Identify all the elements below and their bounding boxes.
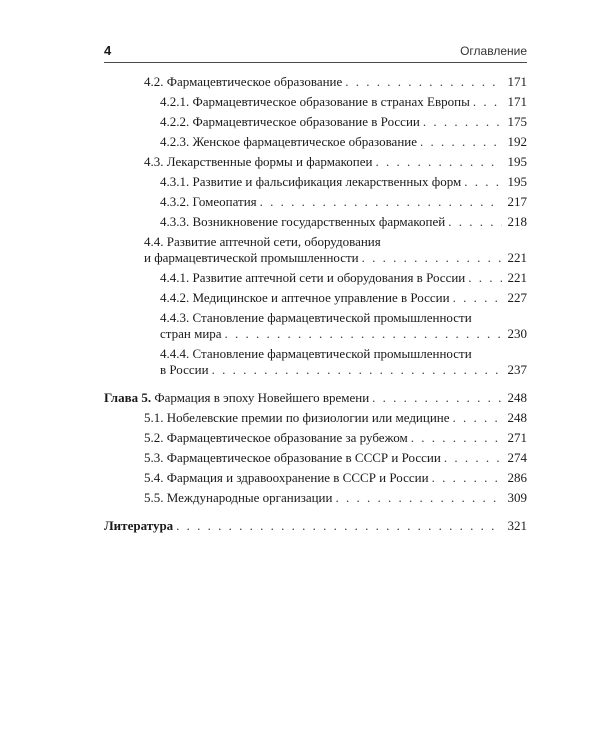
toc-entry-text: 5.5. Международные организации	[144, 490, 333, 505]
toc-page-number: 195	[507, 174, 527, 189]
toc-entry-title	[160, 362, 209, 378]
toc-page-number: 218	[507, 214, 527, 229]
dot-leader	[420, 134, 502, 150]
toc-entry[interactable]	[104, 390, 527, 406]
dot-leader	[212, 362, 502, 378]
toc-entry-text: 5.1. Нобелевские премии по физиологии или медицине	[144, 410, 450, 425]
dot-leader	[453, 290, 502, 306]
toc-entry-text: 4.3.3. Возникновение государственных фармакопей	[160, 214, 446, 229]
toc-entry-title	[144, 470, 429, 486]
toc-entry[interactable]	[104, 410, 527, 426]
toc-entry-text: 4.3. Лекарственные формы и фармакопеи	[144, 154, 373, 169]
toc-page-number: 309	[507, 490, 527, 505]
toc-entry[interactable]	[104, 450, 527, 466]
toc-entry[interactable]	[104, 154, 527, 170]
dot-leader	[225, 326, 502, 342]
toc-entry-title	[144, 490, 332, 506]
toc-entry[interactable]	[104, 310, 527, 342]
dot-leader	[345, 74, 502, 90]
toc-page-number: 192	[507, 134, 527, 149]
dot-leader	[411, 430, 502, 446]
toc-page-number: 237	[507, 362, 527, 377]
dot-leader	[423, 114, 502, 130]
toc-entry-title	[160, 114, 420, 130]
toc-entry-title	[104, 390, 369, 406]
toc-entry-text: 4.2.2. Фармацевтическое образование в России	[160, 114, 420, 129]
toc-entry-text: 4.4.2. Медицинское и аптечное управление в России	[160, 290, 450, 305]
toc-entry[interactable]	[104, 470, 527, 486]
toc-entry-title	[144, 450, 441, 466]
toc-entry-title	[160, 270, 465, 286]
toc-entry-title	[160, 134, 417, 150]
toc-entry-text: 5.4. Фармация и здравоохранение в СССР и России	[144, 470, 429, 485]
toc-entry-text: 4.2.1. Фармацевтическое образование в странах Европы	[160, 94, 470, 109]
dot-leader	[335, 490, 502, 506]
toc-page-number: 230	[507, 326, 527, 341]
toc-entry-text: 5.3. Фармацевтическое образование в СССР и России	[144, 450, 441, 465]
chapter-prefix: Глава 5.	[104, 390, 152, 405]
toc-entry-text: и фармацевтической промышленности	[144, 250, 359, 265]
page-number: 4	[104, 43, 112, 58]
toc-entry-title	[144, 410, 450, 426]
toc-entry[interactable]	[104, 214, 527, 230]
toc-page-number: 286	[507, 470, 527, 485]
toc-entry-title	[144, 154, 372, 170]
toc-entry-text: 4.2. Фармацевтическое образование	[144, 74, 343, 89]
toc-entry-text: в России	[160, 362, 209, 377]
toc-entry[interactable]	[104, 270, 527, 286]
dot-leader	[176, 518, 502, 534]
dot-leader	[260, 194, 502, 210]
toc-entry[interactable]	[104, 74, 527, 90]
toc-entry-title	[160, 94, 470, 110]
dot-leader	[468, 270, 502, 286]
toc-entry-title	[144, 430, 408, 446]
toc-entry-text: 5.2. Фармацевтическое образование за рубежом	[144, 430, 408, 445]
toc-entry[interactable]	[104, 194, 527, 210]
toc-page-number: 248	[507, 390, 527, 405]
toc-page-number: 221	[507, 270, 527, 285]
dot-leader	[453, 410, 502, 426]
toc-page-number: 195	[507, 154, 527, 169]
toc-page-number: 274	[507, 450, 527, 465]
running-header	[104, 40, 527, 63]
dot-leader	[432, 470, 502, 486]
toc-page-number: 171	[507, 74, 527, 89]
toc-entry-title-line: 4.4.4. Становление фармацевтической промышленности	[160, 346, 472, 361]
dot-leader	[464, 174, 502, 190]
toc-entry-title	[160, 290, 450, 306]
toc-page-number: 227	[507, 290, 527, 305]
toc-entry[interactable]	[104, 94, 527, 110]
toc-entry[interactable]	[104, 290, 527, 306]
toc-entry-text: 4.4.1. Развитие аптечной сети и оборудования в России	[160, 270, 466, 285]
toc-entry[interactable]	[104, 234, 527, 266]
toc-page-number: 171	[507, 94, 527, 109]
dot-leader	[372, 390, 502, 406]
section-title: Оглавление	[460, 44, 527, 58]
toc-entry[interactable]	[104, 430, 527, 446]
dot-leader	[448, 214, 502, 230]
toc-entry-title-line: 4.4.3. Становление фармацевтической промышленности	[160, 310, 472, 325]
toc-entry-title	[160, 326, 222, 342]
toc-entry-title	[144, 250, 359, 266]
dot-leader	[362, 250, 502, 266]
toc-entry[interactable]	[104, 114, 527, 130]
table-of-contents	[104, 74, 527, 534]
toc-entry[interactable]	[104, 174, 527, 190]
chapter-prefix: Литература	[104, 518, 174, 533]
toc-page-number: 221	[507, 250, 527, 265]
toc-entry-title	[144, 74, 342, 90]
toc-page-number: 321	[507, 518, 527, 533]
dot-leader	[444, 450, 502, 466]
toc-entry-title	[104, 518, 173, 534]
toc-entry[interactable]	[104, 134, 527, 150]
toc-page-number: 175	[507, 114, 527, 129]
toc-entry[interactable]	[104, 490, 527, 506]
toc-entry-text: 4.3.2. Гомеопатия	[160, 194, 257, 209]
toc-entry-title	[160, 214, 445, 230]
toc-page-number: 271	[507, 430, 527, 445]
toc-entry[interactable]	[104, 346, 527, 378]
dot-leader	[473, 94, 502, 110]
toc-page-number: 217	[507, 194, 527, 209]
toc-entry-text: 4.3.1. Развитие и фальсификация лекарственных форм	[160, 174, 462, 189]
toc-page-number: 248	[507, 410, 527, 425]
toc-entry-text: стран мира	[160, 326, 222, 341]
toc-entry-title	[160, 194, 257, 210]
toc-entry-text: Фармация в эпоху Новейшего времени	[151, 390, 370, 405]
toc-entry-text: 4.2.3. Женское фармацевтическое образование	[160, 134, 418, 149]
toc-entry[interactable]	[104, 518, 527, 534]
dot-leader	[375, 154, 502, 170]
toc-entry-title-line: 4.4. Развитие аптечной сети, оборудования	[144, 234, 381, 249]
toc-entry-title	[160, 174, 461, 190]
